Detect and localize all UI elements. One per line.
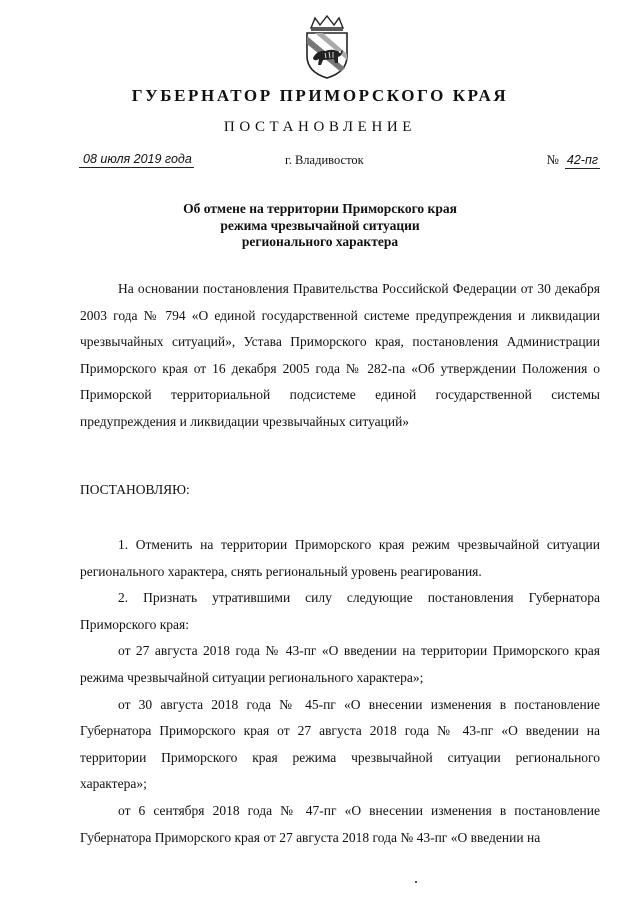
primorsky-coat-of-arms-icon — [301, 14, 353, 80]
decree-item-1: 1. Отменить на территории Приморского края режим чрезвычайной ситуации регионального характера, снять региональный уровень реагирования. — [80, 537, 600, 579]
subject-line: Об отмене на территории Приморского края — [183, 201, 457, 216]
number-value: 42-пг — [566, 153, 598, 167]
authority-title: ГУБЕРНАТОР ПРИМОРСКОГО КРАЯ — [131, 86, 509, 105]
document-type: ПОСТАНОВЛЕНИЕ — [223, 119, 417, 135]
document-meta-row — [79, 152, 600, 174]
repealed-act-item: от 6 сентября 2018 года № 47-пг «О внесении изменения в постановление Губернатора Приморского края от 27 августа 2018 года № 43-пг «О введении на — [80, 802, 600, 845]
preamble-block — [80, 276, 600, 436]
repealed-act-item: от 27 августа 2018 года № 43-пг «О введении на территории Приморского края режима чрезвычайной ситуации регионального характера»; — [80, 643, 600, 685]
repealed-act-item: от 30 августа 2018 года № 45-пг «О внесении изменения в постановление Губернатора Приморского края от 27 августа 2018 года № 43-пг «О введении на территории Приморского края режима чрезвычайной ситуации регионального характера»; — [80, 696, 600, 792]
page-mark — [415, 881, 417, 883]
decree-items — [80, 532, 600, 851]
document-subject — [0, 201, 640, 251]
decree-word: ПОСТАНОВЛЯЮ: — [80, 482, 190, 497]
subject-line: регионального характера — [241, 234, 399, 249]
document-date: 08 июля 2019 года — [79, 152, 194, 168]
document-number — [546, 152, 600, 168]
document-city: г. Владивосток — [285, 153, 364, 167]
preamble-paragraph: На основании постановления Правительства Российской Федерации от 30 декабря 2003 года № 794 «О единой государственной системе предупреждения и ликвидации чрезвычайных ситуаций», Устава Приморского края, постановления Администрации Приморского края от 16 декабря 2005 года № 282-па «Об утверждении Положения о Приморской территориальной подсистеме единой государственной системы предупреждения и ликвидации чрезвычайных ситуаций» — [80, 281, 600, 429]
subject-line: режима чрезвычайной ситуации — [220, 217, 420, 233]
decree-item-2: 2. Признать утратившими силу следующие постановления Губернатора Приморского края: — [80, 590, 600, 632]
number-sign: № — [546, 152, 559, 167]
